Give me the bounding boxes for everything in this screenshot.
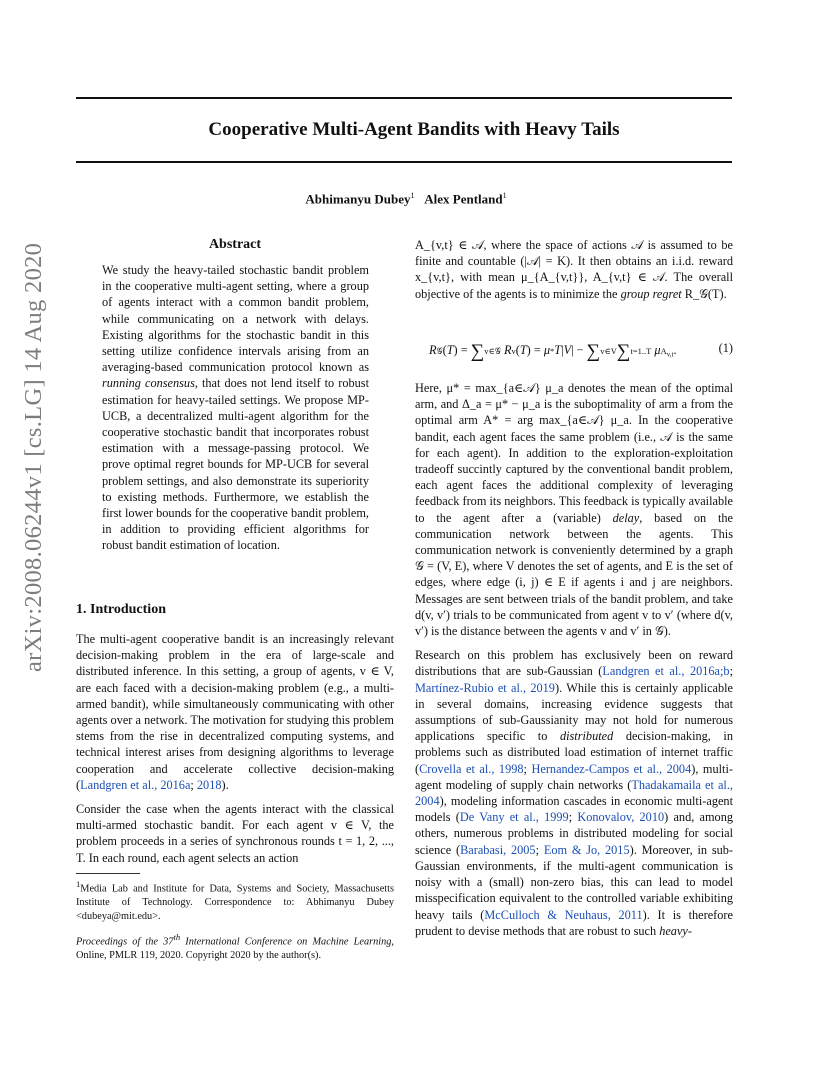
paper-title: Cooperative Multi-Agent Bandits with Heavy Tails <box>208 119 620 140</box>
citation-link[interactable]: Konovalov, 2010 <box>577 810 665 825</box>
author-name: Alex Pentland <box>424 191 503 207</box>
citation-link[interactable]: McCulloch & Neuhaus, 2011 <box>484 907 643 922</box>
right-column-body <box>415 380 733 947</box>
abstract-heading: Abstract <box>208 237 262 252</box>
emphasis: heavy- <box>659 923 692 938</box>
citation-link[interactable]: Martínez-Rubio et al., 2019 <box>415 680 555 695</box>
affiliation-mark: 1 <box>410 191 415 200</box>
paragraph: Here, μ* = max_{a∈𝒜} μ_a denotes the mean of the optimal arm, and Δ_a = μ* − μ_a is the suboptimality of arm a from the optimal arm A* = arg max_{a∈𝒜} μ_a. In the cooperative bandit, each agent faces the same problem (i.e., 𝒜 is the same for each agent). In addition to the exploration-exploitation tradeoff succintly captured by the conventional bandit problem, each agent faces the additional complexity of leveraging feedback from its neighbors. This feedback is typically available to the agent after a (variable) delay, based on the communication network between the agents. This communication network is conveniently determined by a graph 𝒢 = (V, E), where V denotes the set of agents, and E is the set of edges, where edge (i, j) ∈ E if agents i and j are neighbors. Messages are sent between trials of the bandit problem, and take d(v, v′) trials to be communicated from agent v to v′ (where d(v, v′) is the distance between the agents v and v′ in 𝒢). <box>415 381 733 639</box>
paragraph: Consider the case when the agents interact with the classical multi-armed stochastic bandit. For each agent v ∈ V, the problem proceeds in a series of synchronous rounds t = 1, 2, ..., T. In each round, each agent selects an action <box>76 802 394 865</box>
emphasis: delay <box>612 510 640 525</box>
intro-body <box>76 631 394 874</box>
citation-link[interactable]: 2018 <box>196 777 222 792</box>
citation-link[interactable]: Barabasi, 2005 <box>460 842 536 857</box>
arxiv-stamp: arXiv:2008.06244v1 [cs.LG] 14 Aug 2020 <box>20 242 47 672</box>
right-paragraph-top: A_{v,t} ∈ 𝒜, where the space of actions 𝒜 is assumed to be finite and countable (|𝒜| = K). It then obtains an i.i.d. reward x_{v,t}, with mean μ_{A_{v,t}}, A_{v,t} ∈ 𝒜. The overall objective of the agents is to minimize the group regret R_𝒢(T). <box>415 238 733 301</box>
citation-link[interactable]: Hernandez-Campos et al., 2004 <box>531 761 692 776</box>
citation-link[interactable]: Eom & Jo, 2015 <box>543 842 630 857</box>
footnote-rule <box>76 873 140 874</box>
proceedings-note: Proceedings of the 37th International Conference on Machine Learning, Online, PMLR 119, 2020. Copyright 2020 by the author(s). <box>76 932 394 962</box>
affiliation-mark: 1 <box>502 191 507 200</box>
citation-link[interactable]: Landgren et al., 2016a <box>80 777 191 792</box>
citation-link[interactable]: Thadakamaila et al., 2004 <box>415 777 733 809</box>
equation-body: R𝒢(T) = ∑v∈𝒢 Rv(T) = μ*T|V| − ∑v∈V∑t=1..T $\mu A_{v,t}$. <box>429 341 677 362</box>
equation-1 <box>415 329 733 375</box>
author-name: Abhimanyu Dubey <box>305 191 411 207</box>
title-rule-bottom <box>76 161 732 163</box>
footnote: $^1$Media Lab and Institute for Data, Systems and Society, Massachusetts Institute of Technology. Correspondence to: Abhimanyu Dubey <dubeya@mit.edu>. <box>76 879 394 923</box>
citation-link[interactable]: De Vany et al., 1999 <box>459 810 569 825</box>
title-rule-top <box>76 97 732 99</box>
abstract-text: We study the heavy-tailed stochastic bandit problem in the cooperative multi-agent setting, where a group of agents interact with a common bandit problem, while communicating on a network with delays. Existing algorithms for the stochastic bandit in this setting utilize confidence intervals arising from an averaging-based communication protocol known as running consensus, that does not lend itself to robust estimation for heavy-tailed settings. We propose MP-UCB, a decentralized multi-agent algorithm for the cooperative stochastic bandit that incorporates robust estimation with a message-passing protocol. We prove optimal regret bounds for MP-UCB for several problem settings, and also demonstrate its superiority to existing methods. Furthermore, we establish the first lower bounds for the cooperative bandit problem, in addition to providing efficient algorithms for robust bandit estimation of location. <box>102 263 369 553</box>
paragraph: Research on this problem has exclusively been on reward distributions that are sub-Gaussian (Landgren et al., 2016a;b; Martínez-Rubio et al., 2019). While this is certainly applicable in several domains, increasing evidence suggests that assumptions of sub-Gaussianity may not hold for numerous applications specific to distributed decision-making, in problems such as distributed load estimation of internet traffic (Crovella et al., 1998; Hernandez-Campos et al., 2004), multi-agent modeling of supply chain networks (Thadakamaila et al., 2004), modeling information cascades in economic multi-agent models (De Vany et al., 1999; Konovalov, 2010) and, among others, numerous problems in distributed modeling for social science (Barabasi, 2005; Eom & Jo, 2015). Moreover, in sub-Gaussian environments, if the multi-agent communication is noisy with a (small) non-zero bias, this can lead to model misspecification equivalent to the controlled variable exhibiting heavy tails (McCulloch & Neuhaus, 2011). It is therefore prudent to devise methods that are robust to such heavy- <box>415 648 734 938</box>
section-heading: 1. Introduction <box>76 602 166 617</box>
equation-number: (1) <box>718 341 733 355</box>
citation-link[interactable]: Landgren et al., 2016a;b <box>602 664 730 679</box>
emphasis: running consensus <box>102 376 195 391</box>
paragraph: The multi-agent cooperative bandit is an increasingly relevant decision-making problem in the era of large-scale and distributed inference. In this setting, a group of agents, v ∈ V, are each faced with a decision-making problem (e.g., a multi-armed bandit), while simultaneously communicating with other agents over a network. The motivation for studying this problem stems from the rise in decentralized computing systems, and technical interest arises from designing algorithms to leverage cooperation and accelerate collective decision-making (Landgren et al., 2016a; 2018). <box>76 632 394 792</box>
emphasis: group regret <box>620 286 682 301</box>
citation-link[interactable]: Crovella et al., 1998 <box>419 761 524 776</box>
emphasis: distributed <box>559 729 614 744</box>
author-list <box>0 191 812 207</box>
